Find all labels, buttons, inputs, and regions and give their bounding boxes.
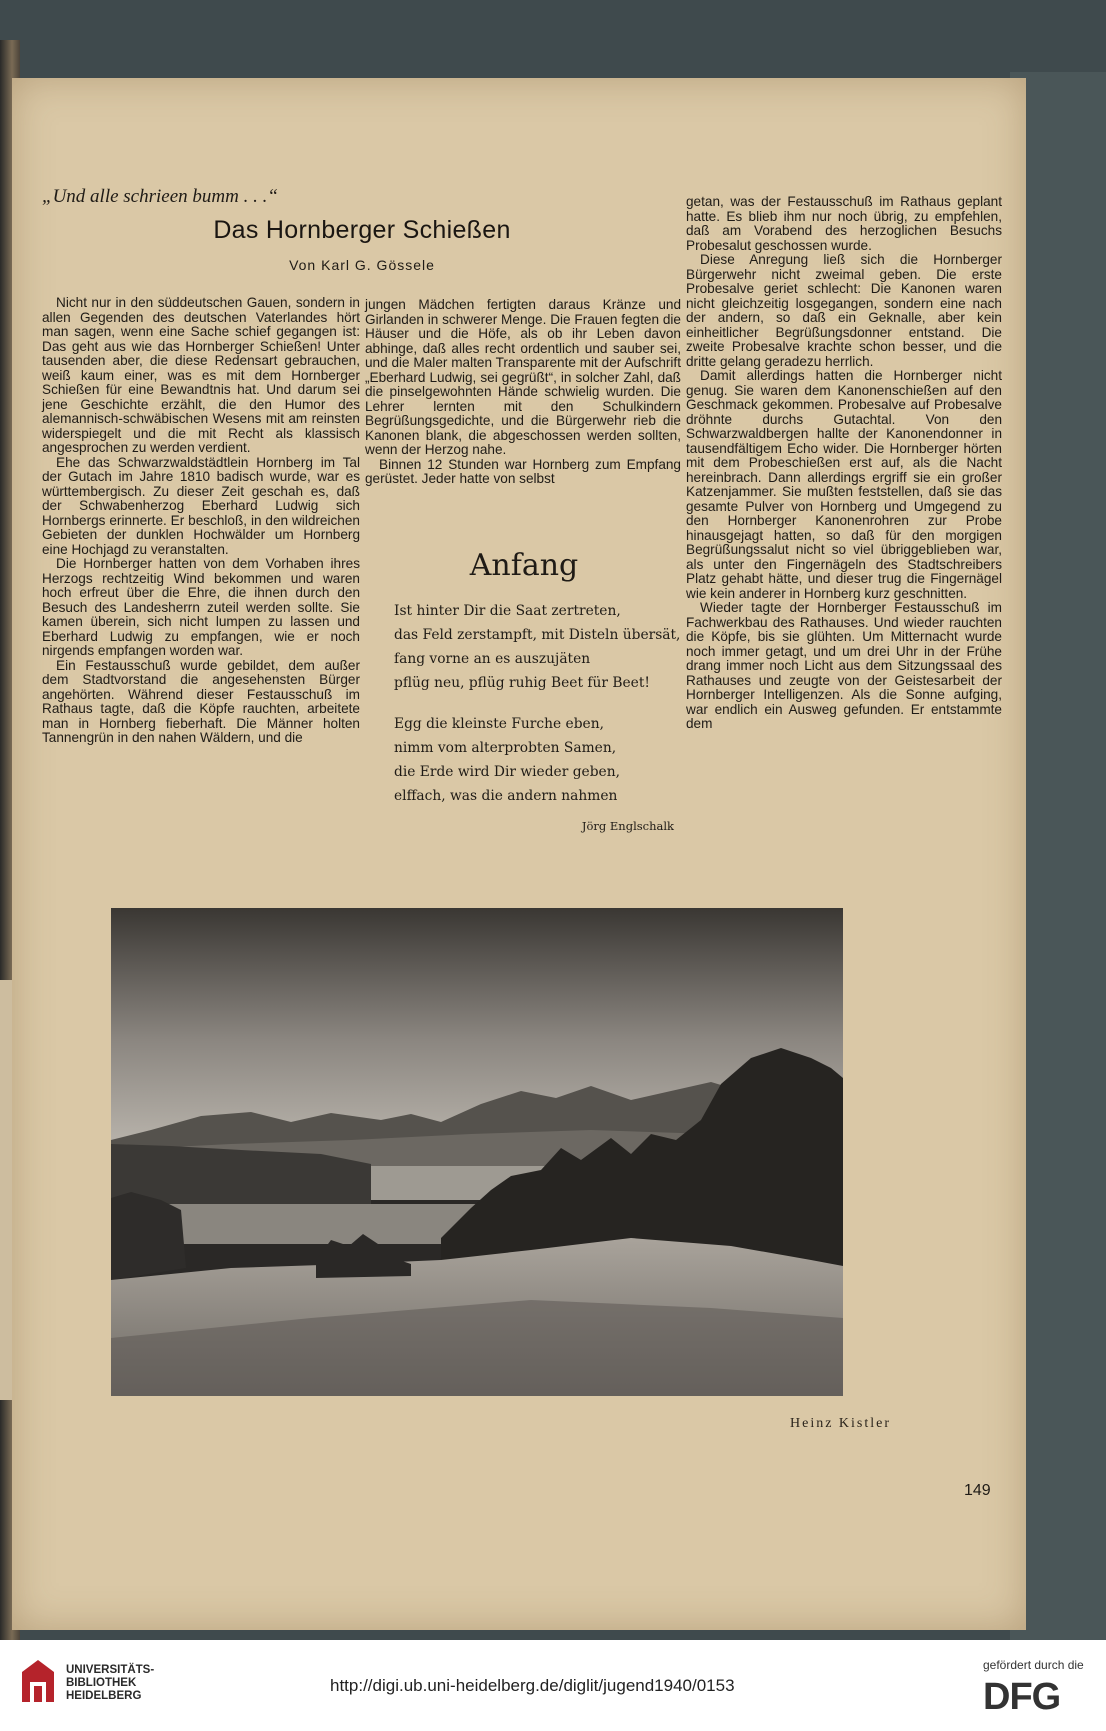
article-byline: Von Karl G. Gössele xyxy=(289,257,435,273)
poem-stanza xyxy=(394,599,681,695)
viewer-footer xyxy=(0,1650,1106,1731)
article-kicker: „Und alle schrieen bumm . . .“ xyxy=(42,186,278,207)
page-number: 149 xyxy=(964,1482,991,1499)
paragraph: Ehe das Schwarzwaldstädtlein Hornberg im Tal der Gutach im Jahre 1810 badisch wurde, war es württembergisch. Zu dieser Zeit geschah es, daß der Schwabenherzog Eberhard Ludwig sich Hornbergs erinnerte. Er beschloß, in den wildreichen Gebieten der dunklen Hochwälder um Hornberg eine Hochjagd zu veranstalten. xyxy=(42,454,360,557)
paragraph: getan, was der Festausschuß im Rathaus geplant hatte. Es blieb ihm nur noch übrig, zu empfehlen, daß am Vorabend des herzoglichen Besuchs Probesalut geschossen wurde. xyxy=(686,194,1002,253)
permalink-url[interactable]: http://digi.ub.uni-heidelberg.de/diglit/jugend1940/0153 xyxy=(330,1676,735,1695)
poem-line: pflüg neu, pflüg ruhig Beet für Beet! xyxy=(394,675,650,691)
article-title: Das Hornberger Schießen xyxy=(213,216,511,244)
paragraph: jungen Mädchen fertigten daraus Kränze und Girlanden in schwerer Menge. Die Frauen fegten die Häuser und die Höfe, als ob ihr Leben davon abhinge, daß alles recht ordentlich und sauber sei, und die Maler malten Transparente mit der Aufschrift „Eberhard Ludwig, sei gegrüßt“, in solcher Zahl, daß die pinselgewohnten Hände schwielig wurden. Die Lehrer lernten mit den Schulkindern Begrüßungsgedichte, und die Bürgerwehr rieb die Kanonen blank, die abgeschossen werden sollten, wenn der Herzog nahe. xyxy=(365,297,681,457)
paragraph: Die Hornberger hatten von dem Vorhaben ihres Herzogs rechtzeitig Wind bekommen und waren hoch erfreut über die Ehre, die ihnen durch den Besuch des Landesherrn zuteil werden sollte. Sie kamen überein, sich nicht lumpen zu lassen und Eberhard Ludwig zu empfangen, wie er noch nirgends empfangen worden war. xyxy=(42,556,360,658)
poem-line: Ist hinter Dir die Saat zertreten, xyxy=(394,603,621,619)
text-column-3 xyxy=(686,195,1002,732)
paragraph: Wieder tagte der Hornberger Festausschuß im Fachwerkbau des Rathauses. Und wieder rauchten die Köpfe, bis sie glühten. Um Mitternacht wurde noch immer getagt, und um drei Uhr in der Frühe drang immer noch Licht aus dem Sitzungssaal des Rathauses und zeugte von der Geistesarbeit der Hornberger Intelligenzen. Als die Sonne aufging, war endlich ein Ausweg gefunden. Er entstammte dem xyxy=(686,600,1002,731)
landscape-painting xyxy=(111,908,843,1396)
library-name-line: HEIDELBERG xyxy=(66,1690,142,1702)
poem-stanza xyxy=(394,712,674,808)
paragraph: Nicht nur in den süddeutschen Gauen, sondern in allen Gegenden des deutschen Vaterlandes hört man sagen, wenn eine Sache schief gegangen ist: Das geht aus wie das Hornberger Schießen! Unter tausenden aber, die diese Redensart gebrauchen, weiß kaum einer, was es mit dem Hornberger Schießen für eine Bewandtnis hat. Und darum sei jene Geschichte erzählt, die den Humor des alemannisch-schwäbischen Wesens mit am reinsten widerspiegelt und die mit Recht als klassisch angesprochen zu werden verdient. xyxy=(42,295,360,455)
library-name-line: UNIVERSITÄTS- xyxy=(66,1664,155,1676)
magazine-page xyxy=(12,78,1026,1630)
poem-line: die Erde wird Dir wieder geben, xyxy=(394,764,620,780)
poem-title: Anfang xyxy=(469,548,579,583)
poem-line: Egg die kleinste Furche eben, xyxy=(394,716,604,732)
library-name-line: BIBLIOTHEK xyxy=(66,1677,137,1689)
landscape-illustration xyxy=(111,908,843,1396)
library-name xyxy=(66,1664,154,1703)
paragraph: Binnen 12 Stunden war Hornberg zum Empfang gerüstet. Jeder hatte von selbst xyxy=(365,456,681,486)
text-column-2 xyxy=(365,298,681,487)
dfg-logo: DFG xyxy=(983,1676,1061,1718)
poem-author: Jörg Englschalk xyxy=(581,819,674,833)
poem-line: das Feld zerstampft, mit Disteln übersät, xyxy=(394,627,681,643)
text-column-1 xyxy=(42,296,360,746)
poem-line: nimm vom alterprobten Samen, xyxy=(394,740,617,756)
poem-line: fang vorne an es auszujäten xyxy=(394,651,591,667)
funded-by-label: gefördert durch die xyxy=(983,1658,1084,1672)
poem-block xyxy=(374,548,681,833)
paragraph: Damit allerdings hatten die Hornberger nicht genug. Sie waren dem Kanonenschießen auf den Geschmack gekommen. Probesalve auf Probesalve dröhnte durchs Gutachtal. Von den Schwarzwaldbergen hallte der Kanonendonner in tausendfältigem Echo wider. Die Hornberger hörten mit dem Probeschießen erst auf, als die Nacht hereinbrach. Dann allerdings ergriff sie ein großer Katzenjammer. Sie mußten feststellen, daß sie das gesamte Pulver von Hornberg und Umgegend zu den Hornberger Kanonenrohren zur Probe hinausgejagt hatten, so daß für den morgigen Begrüßungssalut nicht so viel übriggeblieben war, als unter den Fingernägeln des Stadtschreibers Platz gehabt hätte, und dieser trug die Fingernägel wie kein anderer in Hornberg kurz geschnitten. xyxy=(686,368,1002,601)
library-logo-icon xyxy=(18,1658,58,1704)
illustration-credit: Heinz Kistler xyxy=(790,1416,892,1431)
paragraph: Diese Anregung ließ sich die Hornberger Bürgerwehr nicht zweimal geben. Die erste Probesalve geriet schlecht: Die Kanonen waren nicht gleichzeitig losgegangen, sondern eine nach der andern, so daß ein Geknalle, aber kein einheitlicher Begrüßungsdonner entstand. Die zweite Probesalve krachte schon besser, und die dritte gelang geradezu herrlich. xyxy=(686,252,1002,369)
poem-line: elffach, was die andern nahmen xyxy=(394,788,618,804)
paragraph: Ein Festausschuß wurde gebildet, dem außer dem Stadtvorstand die angesehensten Bürger angehörten. Während dieser Festausschuß im Rathaus tagte, daß die Köpfe rauchten, arbeitete man in Hornberg fieberhaft. Die Männer holten Tannengrün in den nahen Wäldern, und die xyxy=(42,657,360,745)
